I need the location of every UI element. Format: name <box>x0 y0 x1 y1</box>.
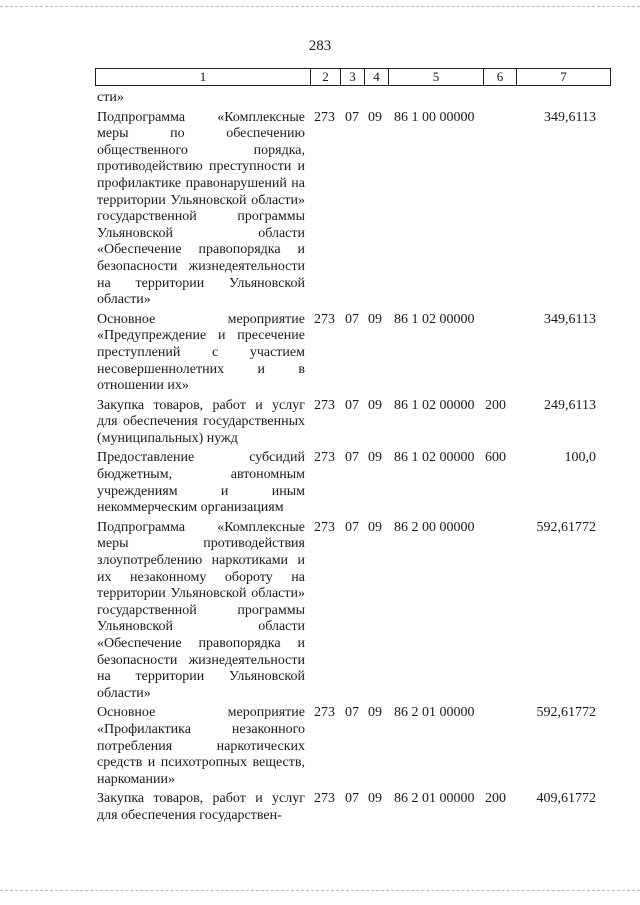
row-code-target: 86 1 02 00000 <box>394 311 475 327</box>
row-code-section: 07 <box>345 109 359 125</box>
row-code-gr: 273 <box>314 397 335 413</box>
scan-edge-top <box>0 6 640 7</box>
row-code-subsection: 09 <box>368 705 382 721</box>
row-code-subsection: 09 <box>368 109 382 125</box>
table-row <box>0 312 640 395</box>
row-code-section: 07 <box>345 519 359 535</box>
table-body <box>0 90 640 825</box>
row-code-subsection: 09 <box>368 791 382 807</box>
scan-edge-bottom <box>0 890 640 891</box>
row-amount: 592,61772 <box>536 519 596 535</box>
table-header <box>95 68 611 86</box>
row-code-target: 86 1 00 00000 <box>394 109 475 125</box>
table-row <box>0 398 640 448</box>
row-description: Подпрограмма «Комплексные меры по обеспечению общественного порядка, противодействию преступности и профилактике правонарушений на территории Ульяновской области» государственной программы Ульяновской области «Обеспечение правопорядка и безопасности жизнедеятельности на территории Ульяновской области» <box>97 109 305 308</box>
header-col-3: 3 <box>341 69 365 85</box>
table-row <box>0 791 640 824</box>
header-col-4: 4 <box>365 69 389 85</box>
row-description: Подпрограмма «Комплексные меры противодействия злоупотреблению наркотиками и их незаконному обороту на территории Ульяновской области» государственной программы Ульяновской области «Обеспечение правопорядка и безопасности жизнедеятельности на территории Ульяновской области» <box>97 519 305 701</box>
table-row <box>0 520 640 703</box>
header-col-5: 5 <box>389 69 484 85</box>
row-code-section: 07 <box>345 450 359 466</box>
row-description: Предоставление субсидий бюджетным, автономным учреждениям и иным некоммерческим организациям <box>97 450 305 516</box>
header-col-6: 6 <box>484 69 517 85</box>
row-code-gr: 273 <box>314 791 335 807</box>
row-code-expense: 600 <box>485 450 506 466</box>
row-amount: 349,6113 <box>544 109 596 125</box>
row-code-gr: 273 <box>314 450 335 466</box>
row-code-section: 07 <box>345 397 359 413</box>
row-code-gr: 273 <box>314 109 335 125</box>
row-amount: 249,6113 <box>544 397 596 413</box>
row-amount: 100,0 <box>564 450 596 466</box>
row-amount: 592,61772 <box>536 705 596 721</box>
row-code-expense: 200 <box>485 791 506 807</box>
table-row <box>0 450 640 516</box>
row-code-target: 86 1 02 00000 <box>394 397 475 413</box>
page-number: 283 <box>308 38 332 54</box>
row-code-target: 86 2 01 00000 <box>394 791 475 807</box>
row-code-expense: 200 <box>485 397 506 413</box>
row-code-target: 86 2 01 00000 <box>394 705 475 721</box>
row-code-section: 07 <box>345 705 359 721</box>
header-col-2: 2 <box>311 69 341 85</box>
row-description: Закупка товаров, работ и услуг для обеспечения государственных (муниципальных) нужд <box>97 397 305 446</box>
row-code-section: 07 <box>345 791 359 807</box>
table-row <box>0 110 640 309</box>
row-code-target: 86 2 00 00000 <box>394 519 475 535</box>
row-code-gr: 273 <box>314 311 335 327</box>
row-code-gr: 273 <box>314 705 335 721</box>
row-code-subsection: 09 <box>368 311 382 327</box>
row-description: Основное мероприятие «Профилактика незаконного потребления наркотических средств и психотропных веществ, наркомании» <box>97 705 305 787</box>
row-description: сти» <box>97 90 124 105</box>
header-col-1: 1 <box>96 69 311 85</box>
row-description: Закупка товаров, работ и услуг для обеспечения государствен- <box>97 791 305 823</box>
row-code-subsection: 09 <box>368 450 382 466</box>
row-amount: 349,6113 <box>544 311 596 327</box>
table-row <box>0 705 640 788</box>
row-code-gr: 273 <box>314 519 335 535</box>
row-code-section: 07 <box>345 311 359 327</box>
header-col-7: 7 <box>560 69 567 84</box>
row-description: Основное мероприятие «Предупреждение и пресечение преступлений с участием несовершеннолетних и в отношении их» <box>97 311 305 394</box>
row-code-subsection: 09 <box>368 519 382 535</box>
row-amount: 409,61772 <box>536 791 596 807</box>
table-row <box>0 90 640 107</box>
row-code-target: 86 1 02 00000 <box>394 450 475 466</box>
row-code-subsection: 09 <box>368 397 382 413</box>
